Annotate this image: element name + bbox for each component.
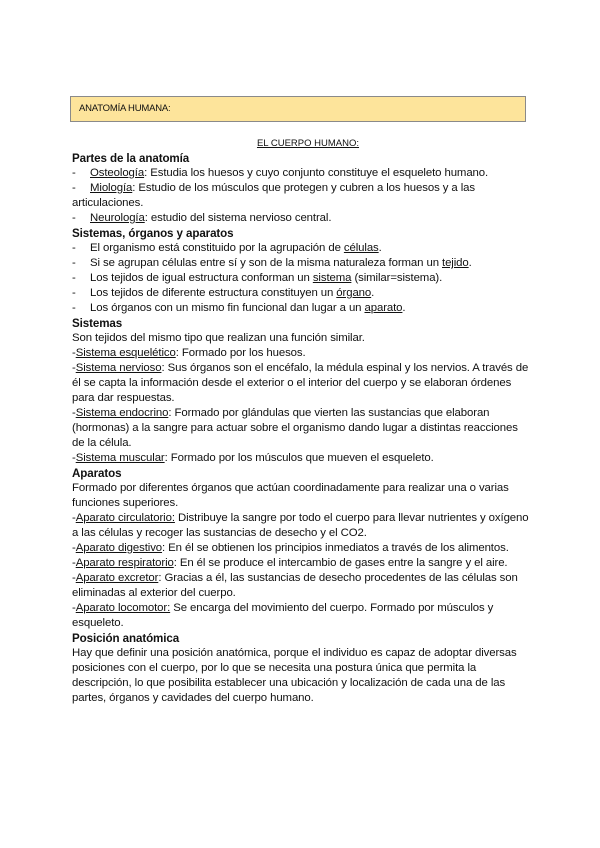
term: Osteología [90, 167, 145, 179]
term: Aparato digestivo [75, 542, 163, 554]
term: sistema [312, 272, 352, 284]
section-title-aparatos: Aparatos [72, 467, 122, 480]
term: Aparato respiratorio [75, 557, 174, 569]
term: Aparato locomotor: [75, 602, 171, 614]
section-title-sistemas: Sistemas [72, 317, 123, 330]
term: Miología [90, 182, 133, 194]
list-item: -Sistema endocrino: Formado por glándulas que vierten las sustancias que elaboran (hormonas) a la sangre para actuar sobre el organismo dando lugar a distintas reacciones de la célula. [72, 407, 518, 449]
section-title-partes: Partes de la anatomía [72, 152, 190, 165]
term: aparato [364, 302, 403, 314]
section-intro: Formado por diferentes órganos que actúan coordinadamente para realizar una o varias funciones superiores. [72, 482, 509, 509]
list-item: -Aparato locomotor: Se encarga del movimiento del cuerpo. Formado por músculos y esqueleto. [72, 602, 494, 629]
term: Aparato excretor [75, 572, 159, 584]
list-item: -Sistema nervioso: Sus órganos son el encéfalo, la médula espinal y los nervios. A través de él se capta la información desde el exterior o el interior del cuerpo y se elaboran órdenes para dar respuestas. [72, 362, 529, 404]
term: Sistema endocrino [75, 407, 169, 419]
list-item: - Miología: Estudio de los músculos que protegen y cubren a los huesos y a las [72, 182, 475, 194]
list-item: -Sistema esquelético: Formado por los huesos. [72, 347, 306, 359]
list-item: - Neurología: estudio del sistema nervioso central. [72, 212, 332, 224]
list-item: - Los tejidos de igual estructura conforman un sistema (similar=sistema). [72, 272, 443, 284]
list-item-continuation: articulaciones. [72, 197, 144, 209]
term: órgano [336, 287, 372, 299]
section-title-posicion: Posición anatómica [72, 632, 180, 645]
list-item: - El organismo está constituido por la agrupación de células. [72, 242, 382, 254]
term: Sistema muscular [75, 452, 165, 464]
header-box: ANATOMÍA HUMANA: [70, 96, 526, 122]
term: Neurología [90, 212, 145, 224]
list-item: -Aparato excretor: Gracias a él, las sustancias de desecho procedentes de las células son eliminadas al exterior del cuerpo. [72, 572, 518, 599]
section-intro: Son tejidos del mismo tipo que realizan una función similar. [72, 332, 365, 344]
term: Sistema esquelético [75, 347, 176, 359]
list-item: - Los órganos con un mismo fin funcional dan lugar a un aparato. [72, 302, 406, 314]
list-item: -Aparato circulatorio: Distribuye la sangre por todo el cuerpo para llevar nutrientes y oxígeno a las células y recoger las sustancias de desecho y el CO2. [72, 512, 529, 539]
term: Aparato circulatorio: [75, 512, 175, 524]
list-item: - Los tejidos de diferente estructura constituyen un órgano. [72, 287, 375, 299]
list-item: -Aparato respiratorio: En él se produce el intercambio de gases entre la sangre y el aire. [72, 557, 508, 569]
section-text: Hay que definir una posición anatómica, porque el individuo es capaz de adoptar diversas posiciones con el cuerpo, por lo que se necesita una postura única que permita la descripción, lo que posibilita establecer una ubicación y localización de cada una de las partes, órganos y cavidades del cuerpo humano. [72, 647, 517, 704]
term: tejido [442, 257, 469, 269]
list-item: - Si se agrupan células entre sí y son de la misma naturaleza forman un tejido. [72, 257, 472, 269]
list-item: -Sistema muscular: Formado por los músculos que mueven el esqueleto. [72, 452, 434, 464]
section-title-sistemas-organos: Sistemas, órganos y aparatos [72, 227, 234, 240]
subtitle: EL CUERPO HUMANO: [256, 138, 360, 149]
document-body [72, 136, 532, 706]
list-item: -Aparato digestivo: En él se obtienen los principios inmediatos a través de los alimentos. [72, 542, 509, 554]
term: Sistema nervioso [75, 362, 162, 374]
list-item: - Osteología: Estudia los huesos y cuyo conjunto constituye el esqueleto humano. [72, 167, 489, 179]
term: células [343, 242, 379, 254]
